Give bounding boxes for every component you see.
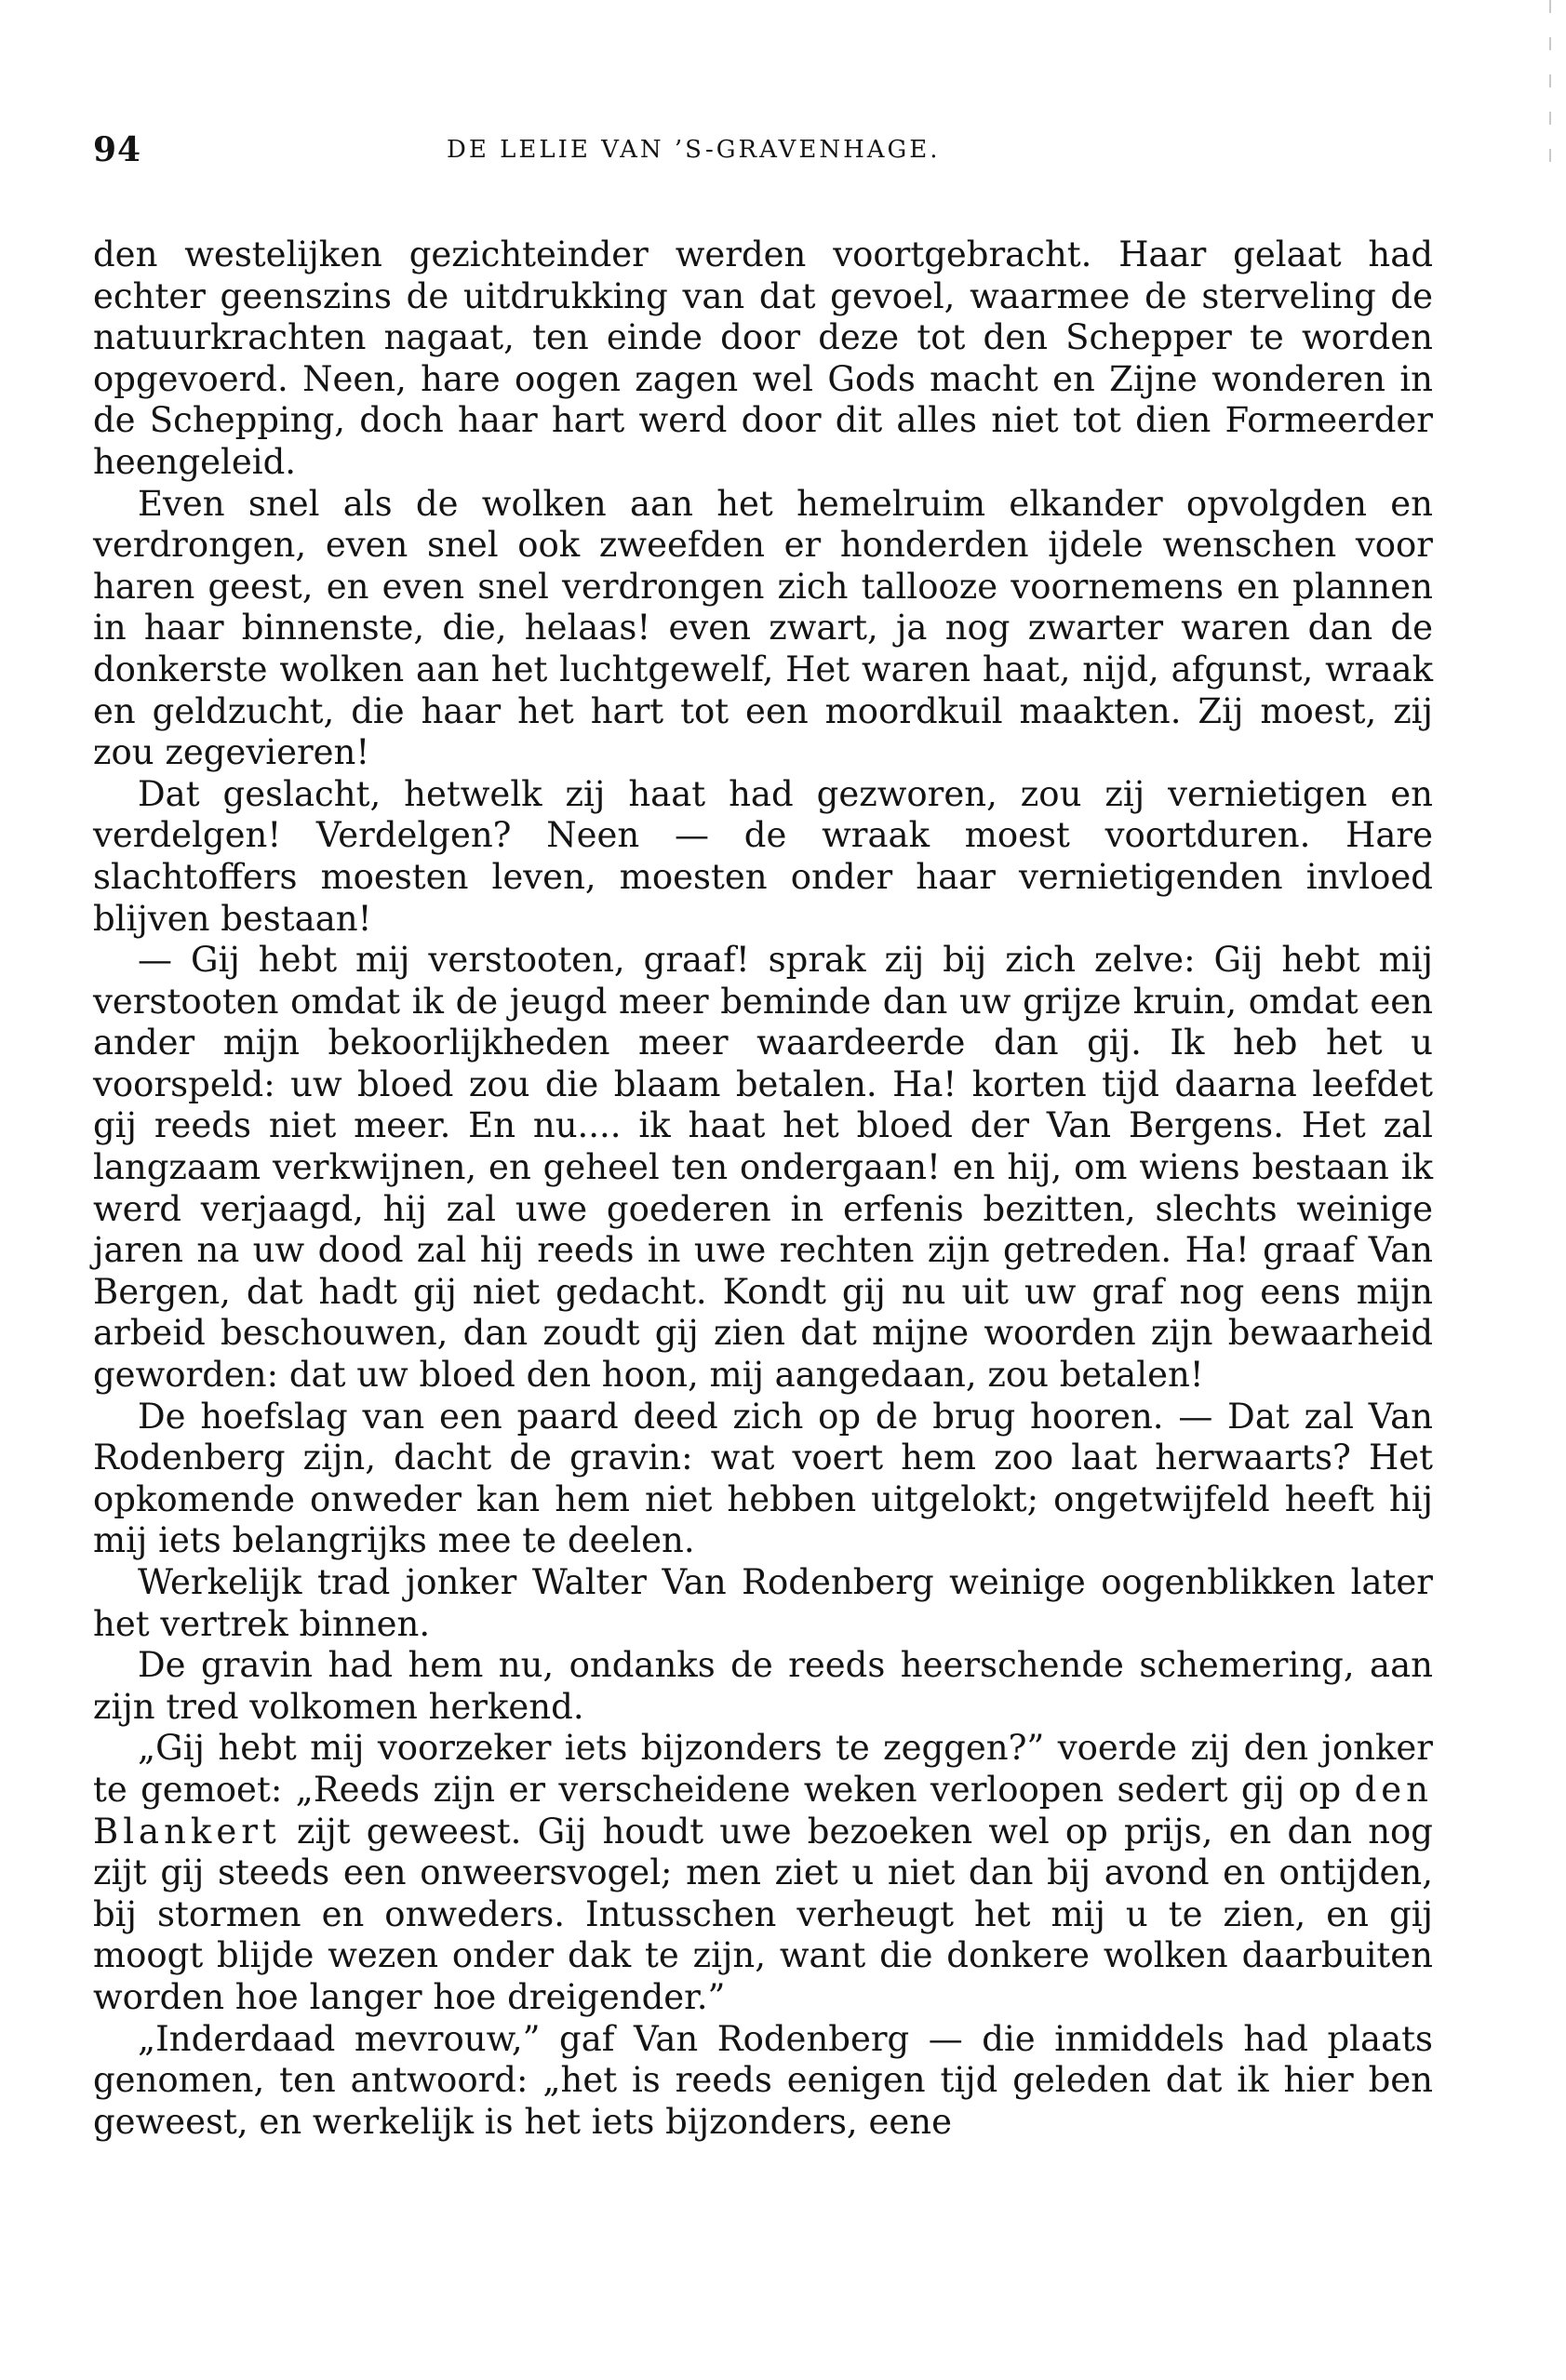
paragraph-1: den westelijken gezichteinder werden voortgebracht. Haar gelaat had echter geenszins de uitdrukking van dat gevoel, waarmee de sterveling de natuurkrachten nagaat, ten einde door deze tot den Schepper te worden opgevoerd. Neen, hare oogen zagen wel Gods macht en Zijne wonderen in de Schepping, doch haar hart werd door dit alles niet tot dien Formeerder heengeleid.	[93, 234, 1433, 482]
running-head: DE LELIE VAN ’S-GRAVENHAGE.	[447, 136, 941, 164]
paragraph-8-before: „Gij hebt mij voorzeker iets bijzonders te zeggen?” voerde zij den jonker te gemoet: „Reeds zijn er verscheidene weken verloopen sedert gij op	[93, 1728, 1433, 1810]
place-name-spaced: den Blankert	[93, 1769, 1433, 1852]
paragraph-9: „Inderdaad mevrouw,” gaf Van Rodenberg — die inmiddels had plaats genomen, ten antwoord: „het is reeds eenigen tijd geleden dat ik hier ben geweest, en werkelijk is het iets bijzonders, eene	[93, 2018, 1433, 2142]
page-number: 94	[93, 130, 142, 169]
scan-margin-marks	[1549, 0, 1553, 223]
paragraph-7: De gravin had hem nu, ondanks de reeds heerschende schemering, aan zijn tred volkomen herkend.	[93, 1645, 1433, 1727]
paragraph-5: De hoefslag van een paard deed zich op de brug hooren. — Dat zal Van Rodenberg zijn, dacht de gravin: wat voert hem zoo laat herwaarts? Het opkomende onweder kan hem niet hebben uitgelokt; ongetwijfeld heeft hij mij iets belangrijks mee te deelen.	[93, 1396, 1433, 1561]
paragraph-4: — Gij hebt mij verstooten, graaf! sprak zij bij zich zelve: Gij hebt mij verstooten omdat ik de jeugd meer beminde dan uw grijze kruin, omdat een ander mijn bekoorlijkheden meer waardeerde dan gij. Ik heb het u voorspeld: uw bloed zou die blaam betalen. Ha! korten tijd daarna leefdet gij reeds niet meer. En nu.... ik haat het bloed der Van Bergens. Het zal langzaam verkwijnen, en geheel ten ondergaan! en hij, om wiens bestaan ik werd verjaagd, hij zal uwe goederen in erfenis bezitten, slechts weinige jaren na uw dood zal hij reeds in uwe rechten zijn getreden. Ha! graaf Van Bergen, dat hadt gij niet gedacht. Kondt gij nu uit uw graf nog eens mijn arbeid beschouwen, dan zoudt gij zien dat mijne woorden zijn bewaarheid geworden: dat uw bloed den hoon, mij aangedaan, zou betalen!	[93, 940, 1433, 1396]
paragraph-2: Even snel als de wolken aan het hemelruim elkander opvolgden en verdrongen, even snel ook zweefden er honderden ijdele wenschen voor haren geest, en even snel verdrongen zich tallooze voornemens en plannen in haar binnenste, die, helaas! even zwart, ja nog zwarter waren dan de donkerste wolken aan het luchtgewelf, Het waren haat, nijd, afgunst, wraak en geldzucht, die haar het hart tot een moordkuil maakten. Zij moest, zij zou zegevieren!	[93, 483, 1433, 773]
paragraph-3: Dat geslacht, hetwelk zij haat had gezworen, zou zij vernietigen en verdelgen! Verdelgen? Neen — de wraak moest voortduren. Hare slachtoffers moesten leven, moesten onder haar vernietigenden invloed blijven bestaan!	[93, 773, 1433, 939]
page-header	[93, 130, 1433, 177]
paragraph-8	[93, 1728, 1433, 2018]
paragraph-6: Werkelijk trad jonker Walter Van Rodenberg weinige oogenblikken later het vertrek binnen.	[93, 1562, 1433, 1644]
paragraph-8-after: zijt geweest. Gij houdt uwe bezoeken wel op prijs, en dan nog zijt gij steeds een onweersvogel; men ziet u niet dan bij avond en ontijden, bij stormen en onweders. Intusschen verheugt het mij u te zien, en gij moogt blijde wezen onder dak te zijn, want die donkere wolken daarbuiten worden hoe langer hoe dreigender.”	[93, 1811, 1433, 2017]
body-text	[93, 234, 1433, 2143]
